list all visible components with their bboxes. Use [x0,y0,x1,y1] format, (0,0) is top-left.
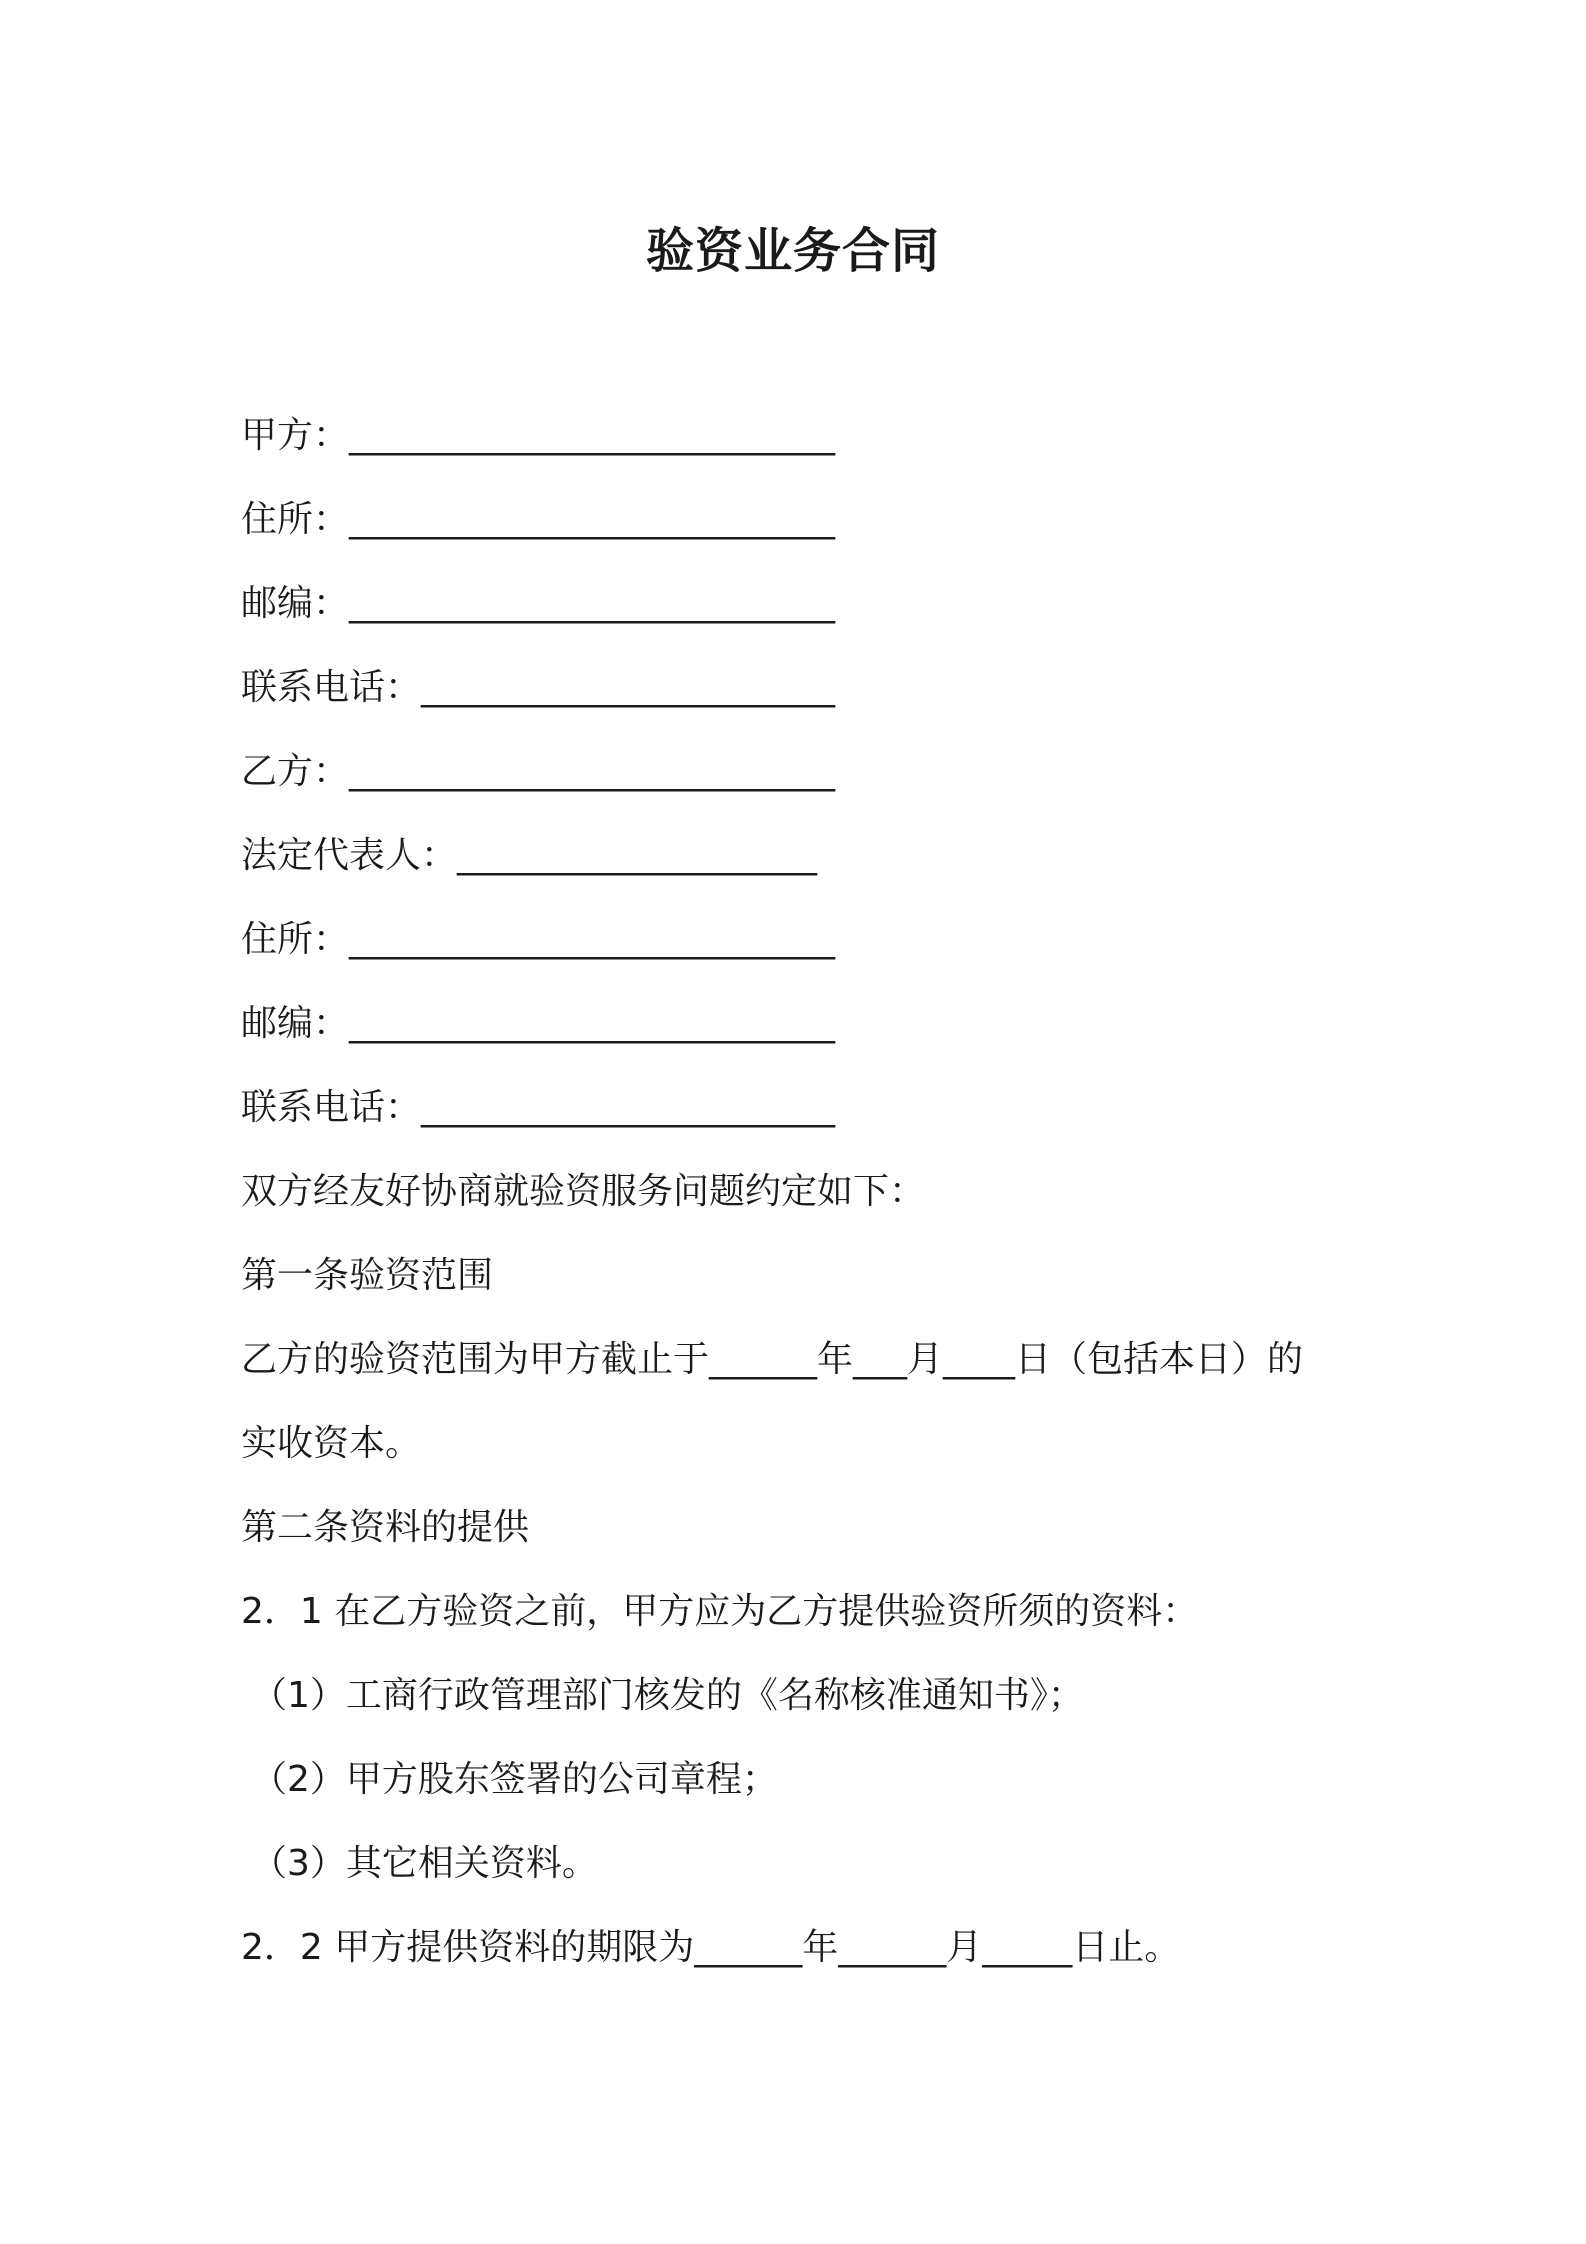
party-a-name-line: 甲方：___________________________ [241,415,836,456]
clause-2-2: 2．2 甲方提供资料的期限为______年______月_____日止。 [241,1927,1181,1968]
party-a-address-line: 住所：___________________________ [241,499,836,540]
list-item: （2）甲方股东签署的公司章程； [251,1759,778,1800]
intro-text: 双方经友好协商就验资服务问题约定如下： [241,1171,926,1212]
party-b-address-line: 住所：___________________________ [241,919,836,960]
party-b-postcode-line: 邮编：___________________________ [241,1003,836,1044]
list-item: （3）其它相关资料。 [251,1843,598,1884]
party-a-postcode-line: 邮编：___________________________ [241,583,836,624]
party-b-phone-line: 联系电话：_______________________ [241,1087,836,1128]
article2-heading: 第二条资料的提供 [241,1507,530,1548]
party-a-phone-line: 联系电话：_______________________ [241,667,836,708]
list-item: （1）工商行政管理部门核发的《名称核准通知书》； [251,1675,1084,1716]
party-b-legal-rep-line: 法定代表人：____________________ [241,835,818,876]
article1-text-line1: 乙方的验资范围为甲方截止于______年___月____日（包括本日）的 [241,1339,1304,1380]
party-b-name-line: 乙方：___________________________ [241,751,836,792]
article1-heading: 第一条验资范围 [241,1255,494,1296]
document-title: 验资业务合同 [645,223,940,279]
clause-2-1: 2．1 在乙方验资之前，甲方应为乙方提供验资所须的资料： [241,1591,1199,1632]
article1-text-line2: 实收资本。 [241,1423,422,1464]
